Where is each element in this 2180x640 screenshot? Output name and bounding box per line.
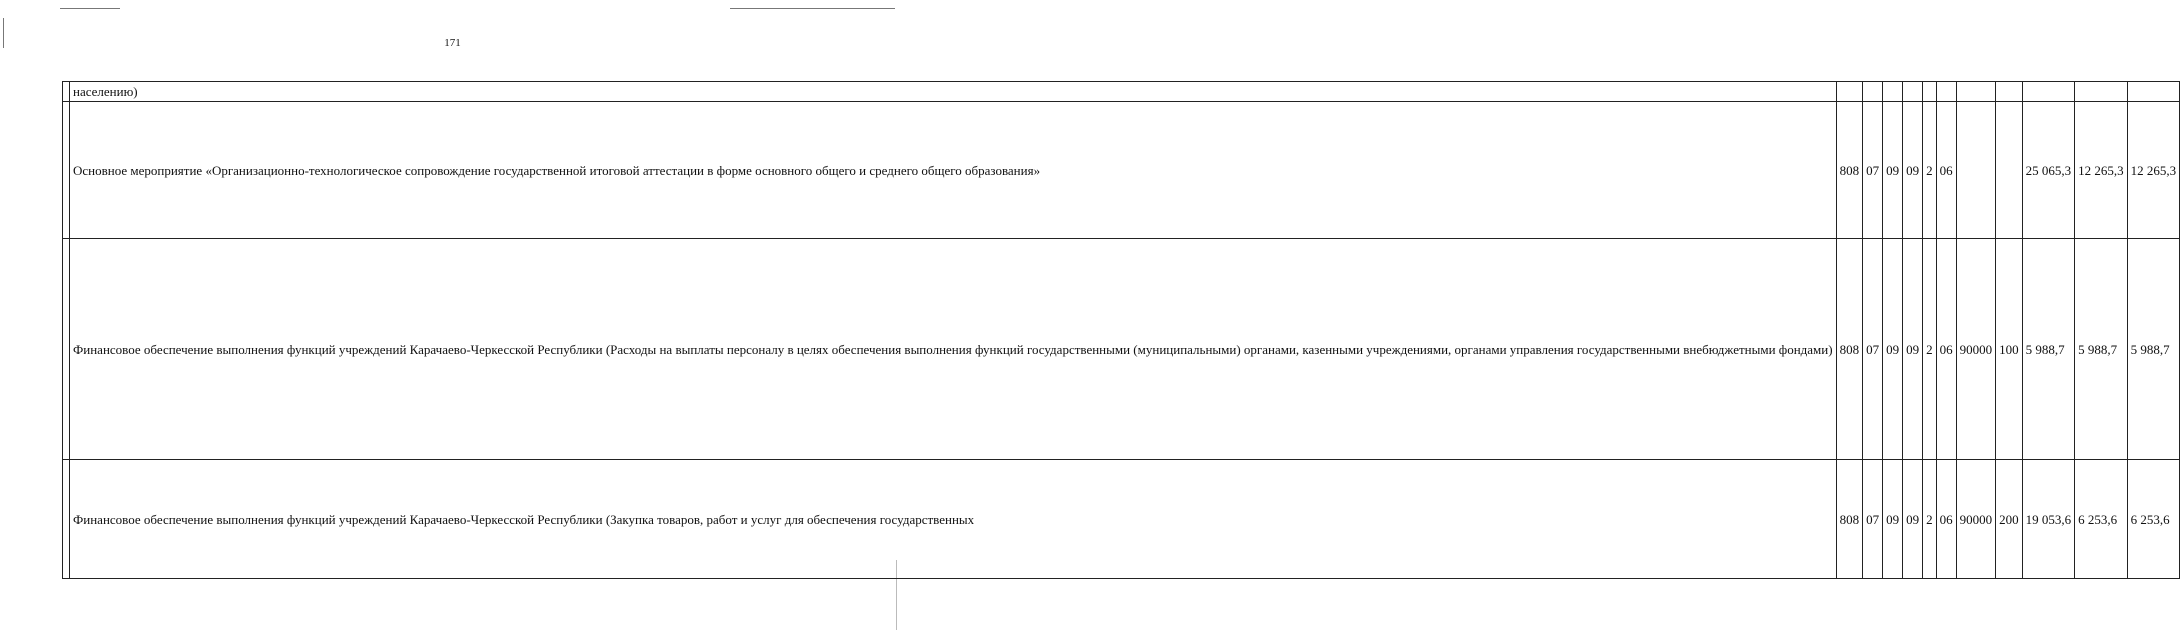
table-cell: 09 bbox=[1883, 460, 1903, 579]
table-cell bbox=[2022, 82, 2075, 102]
table-row bbox=[63, 460, 2180, 579]
budget-table bbox=[62, 81, 2180, 579]
table-cell: 5 988,7 bbox=[2022, 239, 2075, 460]
table-cell bbox=[1936, 82, 1956, 102]
table-cell: 07 bbox=[1863, 460, 1883, 579]
table-cell bbox=[2127, 82, 2180, 102]
table-cell bbox=[1996, 82, 2023, 102]
table-cell: 12 265,3 bbox=[2127, 102, 2180, 239]
table-cell bbox=[63, 239, 70, 460]
table-cell: 09 bbox=[1883, 239, 1903, 460]
table-cell: 07 bbox=[1863, 239, 1883, 460]
table-cell: 09 bbox=[1903, 460, 1923, 579]
table-cell: 12 265,3 bbox=[2075, 102, 2128, 239]
scan-edge-top bbox=[60, 8, 120, 9]
table-cell: 5 988,7 bbox=[2127, 239, 2180, 460]
scan-edge-top-right bbox=[730, 8, 895, 9]
table-cell: 100 bbox=[1996, 239, 2023, 460]
table-cell: 200 bbox=[1996, 460, 2023, 579]
table-cell bbox=[1956, 82, 1996, 102]
table-row bbox=[63, 82, 2180, 102]
table-cell bbox=[1923, 82, 1937, 102]
table-cell bbox=[63, 102, 70, 239]
row-name: Основное мероприятие «Организационно-технологическое сопровождение государственной итоговой аттестации в форме основного общего и среднего общего образования» bbox=[70, 102, 1837, 239]
table-row bbox=[63, 239, 2180, 460]
table-cell: 2 bbox=[1923, 239, 1937, 460]
table-cell: 19 053,6 bbox=[2022, 460, 2075, 579]
table-cell bbox=[1863, 82, 1883, 102]
table-cell bbox=[1883, 82, 1903, 102]
table-cell bbox=[1836, 82, 1863, 102]
table-cell: 6 253,6 bbox=[2127, 460, 2180, 579]
table-row bbox=[63, 102, 2180, 239]
table-cell bbox=[1903, 82, 1923, 102]
table-cell bbox=[2075, 82, 2128, 102]
table-cell: 06 bbox=[1936, 460, 1956, 579]
table-cell: 2 bbox=[1923, 460, 1937, 579]
page-number: 171 bbox=[444, 37, 461, 49]
row-name: населению) bbox=[70, 82, 1837, 102]
table-cell bbox=[63, 460, 70, 579]
table-cell bbox=[1996, 102, 2023, 239]
table-cell: 5 988,7 bbox=[2075, 239, 2128, 460]
table-cell: 06 bbox=[1936, 102, 1956, 239]
table-cell: 09 bbox=[1903, 102, 1923, 239]
table-cell bbox=[63, 82, 70, 102]
table-cell: 2 bbox=[1923, 102, 1937, 239]
table-cell: 09 bbox=[1903, 239, 1923, 460]
table-cell: 90000 bbox=[1956, 239, 1996, 460]
table-cell: 07 bbox=[1863, 102, 1883, 239]
table-cell: 09 bbox=[1883, 102, 1903, 239]
row-name: Финансовое обеспечение выполнения функций учреждений Карачаево-Черкесской Республики (Закупка товаров, работ и услуг для обеспечения государственных bbox=[70, 460, 1837, 579]
table-cell bbox=[1956, 102, 1996, 239]
table-cell: 90000 bbox=[1956, 460, 1996, 579]
table-cell: 06 bbox=[1936, 239, 1956, 460]
row-name: Финансовое обеспечение выполнения функций учреждений Карачаево-Черкесской Республики (Расходы на выплаты персоналу в целях обеспечения выполнения функций государственными (муниципальными) органами, казенными учреждениями, органами управления государственными внебюджетными фондами) bbox=[70, 239, 1837, 460]
table-cell: 808 bbox=[1836, 102, 1863, 239]
table-cell: 6 253,6 bbox=[2075, 460, 2128, 579]
table-cell: 808 bbox=[1836, 239, 1863, 460]
table-cell: 25 065,3 bbox=[2022, 102, 2075, 239]
table-cell: 808 bbox=[1836, 460, 1863, 579]
